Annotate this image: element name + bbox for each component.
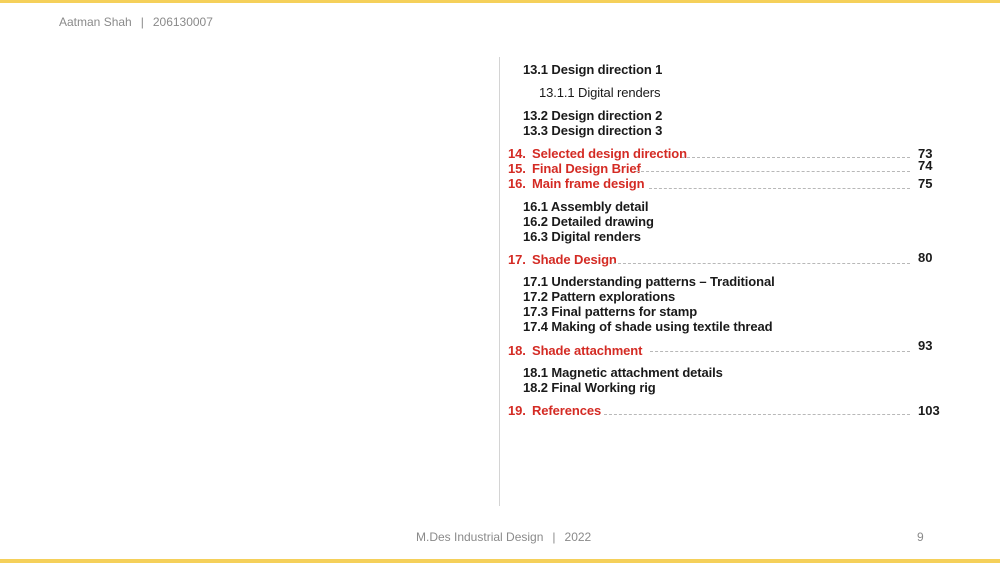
toc-entry-17-4: 17.4 Making of shade using textile thread [523, 319, 773, 334]
page-number-17: 80 [918, 250, 933, 265]
section-number: 16. [508, 176, 526, 191]
column-divider [499, 57, 500, 506]
toc-section-15 [508, 161, 641, 176]
section-number: 18. [508, 343, 526, 358]
section-number: 14. [508, 146, 526, 161]
section-title: Main frame design [532, 176, 645, 191]
toc-entry-18-2: 18.2 Final Working rig [523, 380, 656, 395]
section-title: Shade attachment [532, 343, 643, 358]
bottom-accent-bar [0, 559, 1000, 563]
page-number-19: 103 [918, 403, 940, 418]
section-title: References [532, 403, 602, 418]
page-number-15: 74 [918, 158, 933, 173]
dot-leader [604, 414, 910, 415]
footer-program-info [416, 530, 591, 544]
dot-leader [650, 351, 910, 352]
toc-entry-16-2: 16.2 Detailed drawing [523, 214, 654, 229]
dot-leader [649, 188, 910, 189]
toc-entry-17-3: 17.3 Final patterns for stamp [523, 304, 698, 319]
toc-entry-13-2: 13.2 Design direction 2 [523, 108, 663, 123]
section-title: Final Design Brief [532, 161, 641, 176]
toc-section-16 [508, 176, 644, 191]
header-author-info [59, 15, 213, 29]
toc-section-14 [508, 146, 687, 161]
toc-entry-16-1: 16.1 Assembly detail [523, 199, 649, 214]
top-accent-bar [0, 0, 1000, 3]
toc-entry-13-1: 13.1 Design direction 1 [523, 62, 663, 77]
section-title: Shade Design [532, 252, 617, 267]
toc-section-19 [508, 403, 601, 418]
toc-entry-17-2: 17.2 Pattern explorations [523, 289, 676, 304]
dot-leader [613, 263, 910, 264]
footer-separator: | [552, 530, 556, 544]
roll-number: 206130007 [152, 15, 213, 29]
program-name: M.Des Industrial Design [416, 530, 544, 544]
section-number: 15. [508, 161, 526, 176]
author-name: Aatman Shah [59, 15, 132, 29]
toc-section-17 [508, 252, 617, 267]
toc-entry-17-1: 17.1 Understanding patterns – Traditional [523, 274, 775, 289]
page-number-14: 73 [918, 146, 933, 161]
toc-section-18 [508, 343, 642, 358]
page-number-16: 75 [918, 176, 933, 191]
slide-page-number: 9 [917, 530, 924, 544]
toc-entry-16-3: 16.3 Digital renders [523, 229, 641, 244]
section-number: 19. [508, 403, 526, 418]
toc-entry-13-3: 13.3 Design direction 3 [523, 123, 663, 138]
dot-leader [636, 171, 910, 172]
header-separator: | [140, 15, 144, 29]
page-number-18: 93 [918, 338, 933, 353]
section-number: 17. [508, 252, 526, 267]
year: 2022 [564, 530, 592, 544]
toc-entry-13-1-1: 13.1.1 Digital renders [539, 85, 661, 100]
toc-entry-18-1: 18.1 Magnetic attachment details [523, 365, 723, 380]
dot-leader [682, 157, 910, 158]
section-title: Selected design direction [532, 146, 687, 161]
